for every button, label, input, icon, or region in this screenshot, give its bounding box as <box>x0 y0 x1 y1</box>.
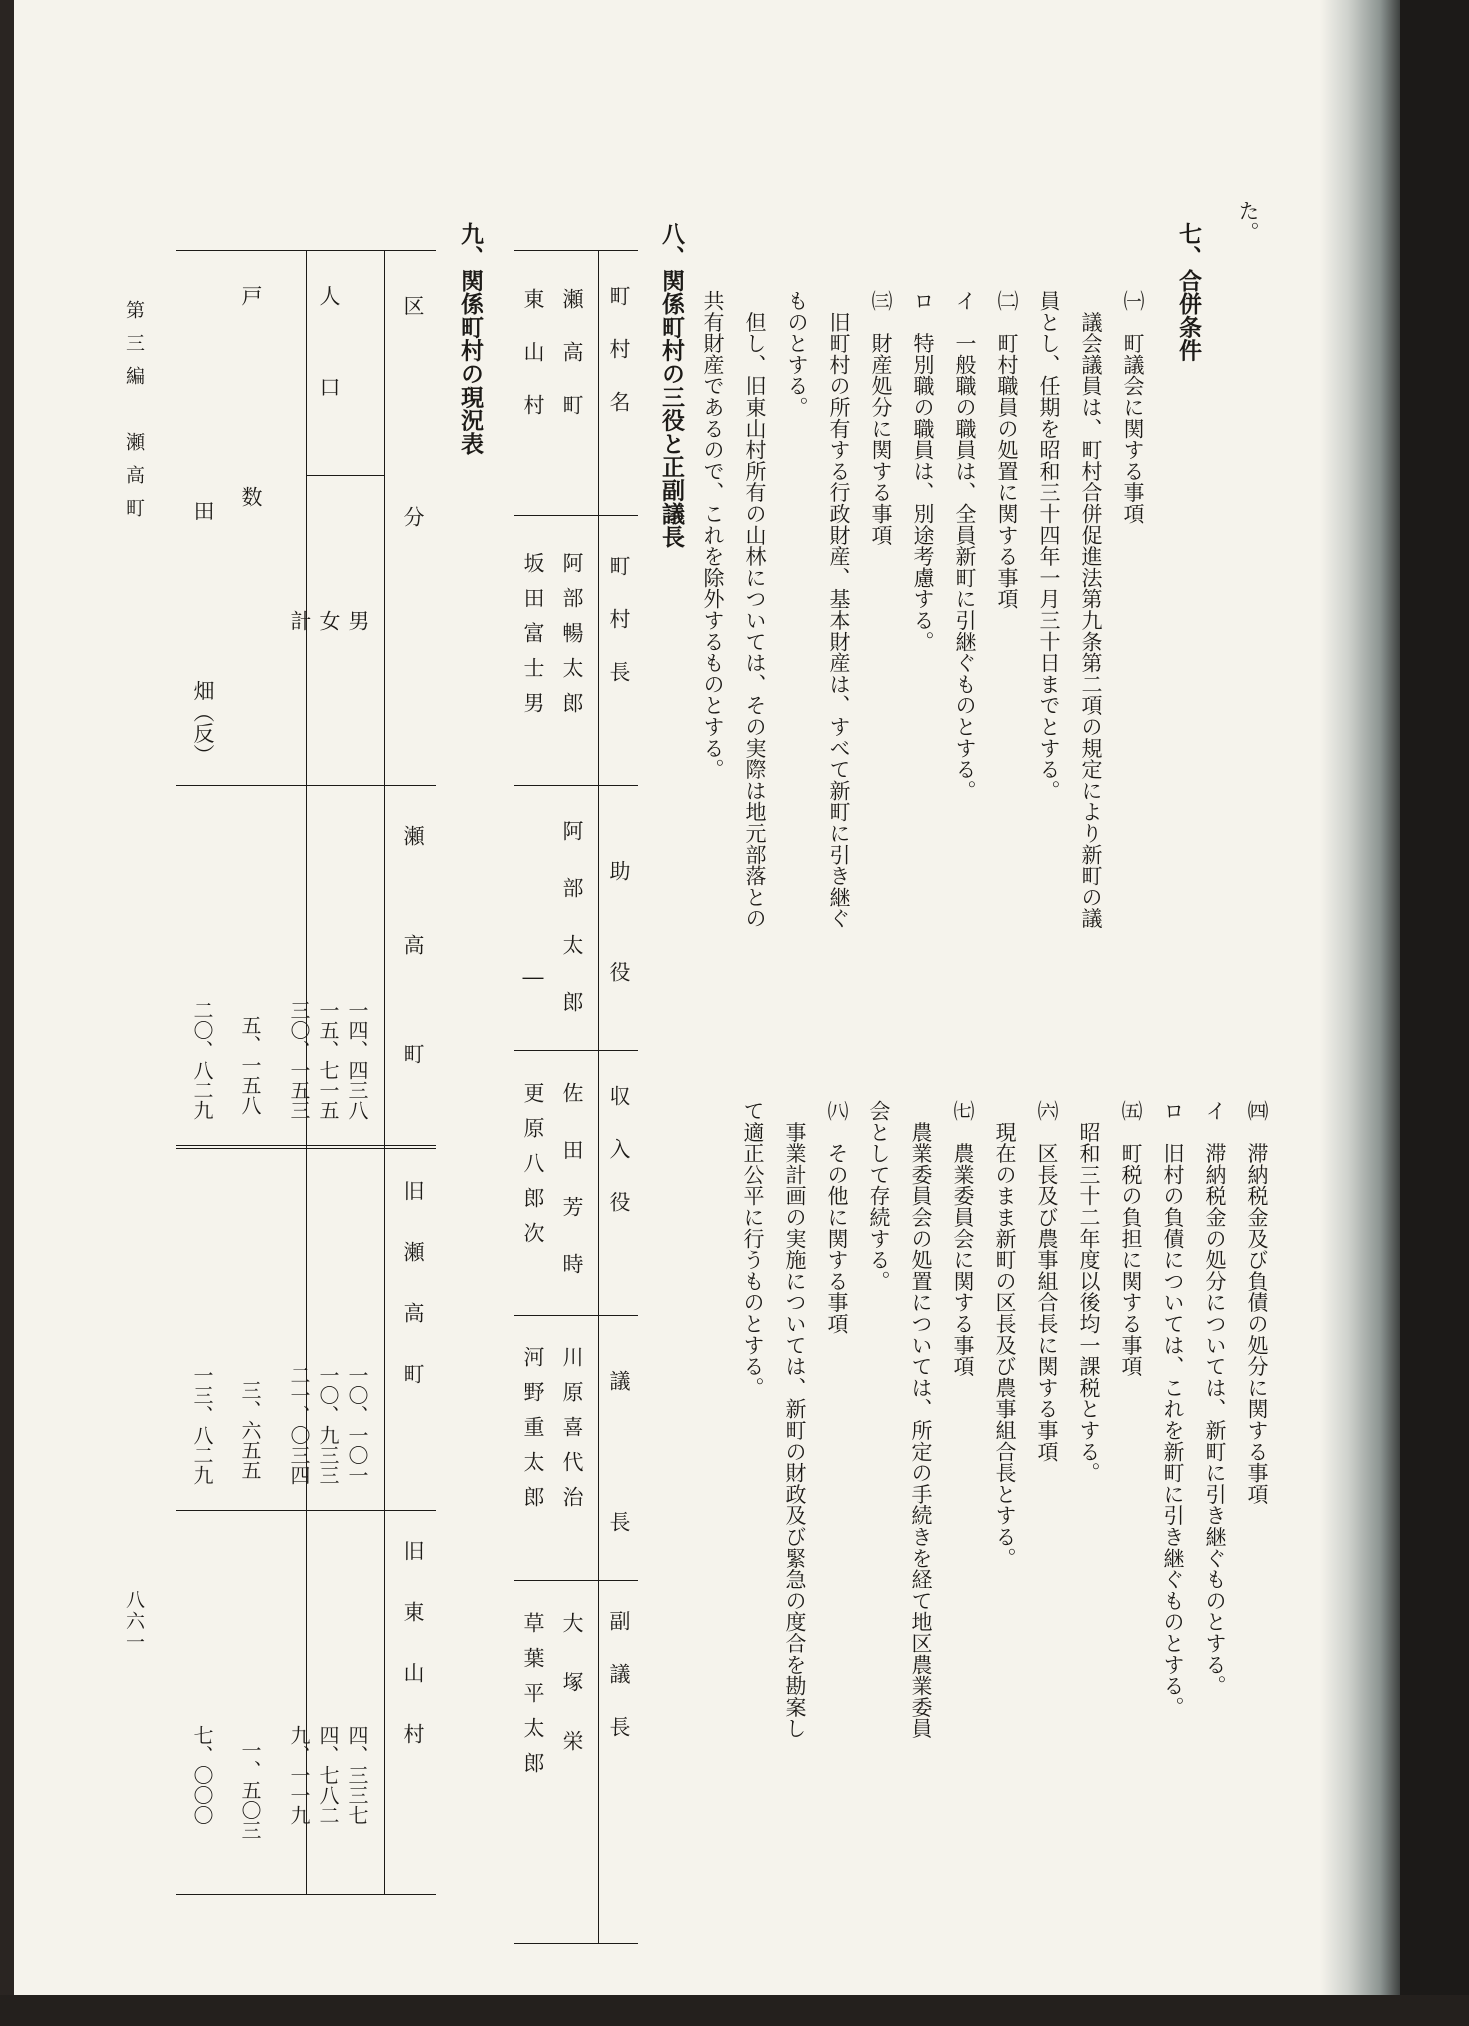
item7-body: 農業委員会の処置については、所定の手続きを経て地区農業委員 <box>909 1100 933 1739</box>
status-label-field: 畑（反） <box>191 680 215 766</box>
section8-title: 八、関係町村の三役と正副議長 <box>658 222 684 549</box>
officials-row-town: 瀬高町 <box>560 288 584 447</box>
scan-edge-bottom <box>0 1995 1469 2026</box>
item8-heading: ㈧ その他に関する事項 <box>825 1100 849 1335</box>
status-cell: 三〇、一五三 <box>287 1000 311 1120</box>
item4-heading: ㈣ 滞納税金及び負債の処分に関する事項 <box>1245 1100 1269 1505</box>
status-cell: 一三、八二九 <box>190 1365 214 1485</box>
status-header-old-seko: 旧瀬高町 <box>401 1180 425 1424</box>
page-gutter <box>1320 0 1400 2000</box>
item1-heading: ㈠ 町議会に関する事項 <box>1121 290 1145 525</box>
status-cell: 二一、〇三四 <box>287 1365 311 1485</box>
officials-row-mayor: 阿部暢太郎 <box>560 552 584 727</box>
officials-row-vicechair: 草葉平太郎 <box>521 1612 545 1787</box>
section9-title: 九、関係町村の現況表 <box>457 222 483 455</box>
officials-header-mayor: 町村長 <box>607 555 631 714</box>
officials-header-vicechair: 副議長 <box>607 1610 631 1769</box>
item1-body: 員とし、任期を昭和三十四年一月三十日までとする。 <box>1037 290 1061 802</box>
status-label-paddy: 田 <box>191 500 215 522</box>
status-cell: 九、一一九 <box>287 1725 311 1825</box>
status-label-male: 男 <box>346 610 370 632</box>
officials-row-treasurer: 佐田芳時 <box>560 1082 584 1310</box>
item8-body: 事業計画の実施については、新町の財政及び緊急の度合を勘案し <box>783 1100 807 1739</box>
status-cell: 一〇、一〇一 <box>345 1365 369 1485</box>
item1-body: 議会議員は、町村合併促進法第九条第二項の規定により新町の議 <box>1079 290 1103 929</box>
item2-heading: ㈡ 町村職員の処置に関する事項 <box>995 290 1019 610</box>
item3-body: 但し、旧東山村所有の山林については、その実際は地元部落との <box>743 290 767 929</box>
officials-header-town: 町村名 <box>607 285 631 444</box>
status-header-seko: 瀬高町 <box>401 825 425 1152</box>
item6-body: 現在のまま新町の区長及び農事組合長とする。 <box>993 1100 1017 1569</box>
continuation-text: た。 <box>1236 200 1260 243</box>
page-number: 八六一 <box>123 1590 145 1653</box>
officials-row-deputy: ― <box>521 965 545 990</box>
status-header-old-higashiyama: 旧東山村 <box>401 1540 425 1784</box>
running-title: 第三編 瀬高町 <box>123 300 145 531</box>
item2-sub-ro: ロ 特別職の職員は、別途考慮する。 <box>911 290 935 653</box>
officials-row-treasurer: 更原八郎次 <box>521 1082 545 1257</box>
item8-body: て適正公平に行うものとする。 <box>741 1100 765 1399</box>
status-cell: 一五、七一五 <box>316 1000 340 1120</box>
status-header-category: 区分 <box>401 295 425 717</box>
officials-row-deputy: 阿部太郎 <box>560 820 584 1048</box>
item5-body: 昭和三十二年度以後均一課税とする。 <box>1077 1100 1101 1484</box>
officials-header-deputy: 助役 <box>607 860 631 1062</box>
officials-row-vicechair: 大塚栄 <box>560 1612 584 1789</box>
scan-edge-right <box>1400 0 1469 2026</box>
status-cell: 七、〇〇〇 <box>190 1725 214 1825</box>
item5-heading: ㈤ 町税の負担に関する事項 <box>1119 1100 1143 1377</box>
item6-heading: ㈥ 区長及び農事組合長に関する事項 <box>1035 1100 1059 1463</box>
officials-row-chair: 川原喜代治 <box>560 1346 584 1521</box>
status-label-households: 戸数 <box>239 285 263 687</box>
status-label-female: 女 <box>317 610 341 632</box>
officials-row-town: 東山村 <box>521 288 545 447</box>
status-group-population: 人口 <box>317 285 341 467</box>
officials-row-mayor: 坂田富士男 <box>521 552 545 727</box>
item7-heading: ㈦ 農業委員会に関する事項 <box>951 1100 975 1377</box>
status-cell: 一、五〇三 <box>238 1740 262 1840</box>
status-cell: 四、七八二 <box>316 1725 340 1825</box>
item2-sub-i: イ 一般職の職員は、全員新町に引継ぐものとする。 <box>953 290 977 802</box>
status-cell: 五、一五八 <box>238 1015 262 1115</box>
status-cell: 三、六五五 <box>238 1380 262 1480</box>
item3-heading: ㈢ 財産処分に関する事項 <box>869 290 893 546</box>
status-cell: 一四、四三八 <box>345 1000 369 1120</box>
section7-title: 七、合併条件 <box>1175 222 1201 362</box>
status-cell: 一〇、九三三 <box>316 1365 340 1485</box>
status-cell: 二〇、八二九 <box>190 1000 214 1120</box>
status-cell: 四、三三七 <box>345 1725 369 1825</box>
item7-body: 会として存続する。 <box>867 1100 891 1292</box>
status-label-total: 計 <box>288 610 312 632</box>
item4-sub-ro: ロ 旧村の負債については、これを新町に引き継ぐものとする。 <box>1161 1100 1185 1718</box>
officials-header-treasurer: 収入役 <box>607 1085 631 1244</box>
item4-sub-i: イ 滞納税金の処分については、新町に引き継ぐものとする。 <box>1203 1100 1227 1697</box>
item3-body: ものとする。 <box>785 290 809 418</box>
item3-body: 旧町村の所有する行政財産、基本財産は、すべて新町に引き継ぐ <box>827 290 851 929</box>
officials-header-chair: 議長 <box>607 1370 631 1652</box>
item3-body: 共有財産であるので、これを除外するものとする。 <box>701 290 725 780</box>
officials-row-chair: 河野重太郎 <box>521 1346 545 1521</box>
